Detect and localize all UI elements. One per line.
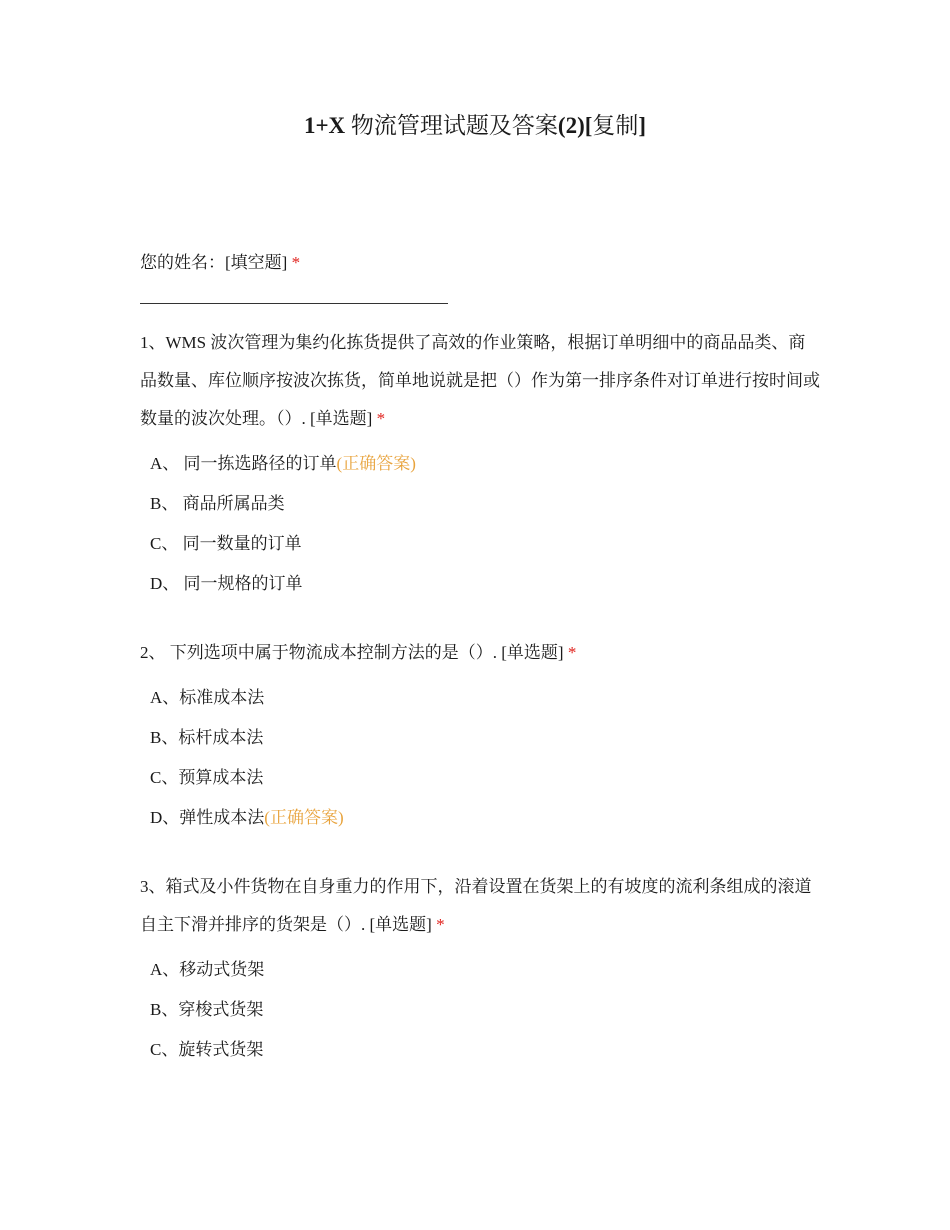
option-b[interactable] [150,718,820,758]
title-prefix: 1+X [303,113,346,138]
name-fill-line[interactable] [140,303,448,304]
title-main: 物流管理试题及答案 [345,113,558,138]
question-stem [140,868,820,944]
option-d[interactable] [150,798,820,838]
option-list [140,678,820,838]
title-copy-link[interactable]: 复制 [592,113,639,138]
option-a[interactable] [150,678,820,718]
question-stem-text: 3、箱式及小件货物在自身重力的作用下，沿着设置在货架上的有坡度的流利条组成的滚道自主下滑并排序的货架是（）. [单选题] [140,877,812,934]
name-question-label: 您的姓名： [140,253,225,272]
question-stem-text: 2、 下列选项中属于物流成本控制方法的是（）. [单选题] [140,643,564,662]
option-text: C、预算成本法 [150,768,264,787]
option-text: C、 同一数量的订单 [150,534,302,553]
questionnaire-body [140,248,820,1100]
document-title [0,110,950,142]
option-list [140,950,820,1070]
correct-answer-marker: (正确答案) [264,808,344,827]
title-suffix: (2)[ [557,113,593,138]
option-text: B、标杆成本法 [150,728,264,747]
question-stem [140,634,820,672]
option-b[interactable] [150,484,820,524]
option-c[interactable] [150,1030,820,1070]
option-a[interactable] [150,950,820,990]
required-mark: * [436,915,445,934]
question-stem-text: 1、WMS 波次管理为集约化拣货提供了高效的作业策略，根据订单明细中的商品品类、商品数量、库位顺序按波次拣货，简单地说就是把（）作为第一排序条件对订单进行按时间或数量的波次处理。（）. [单选题] [140,333,820,428]
question-2 [140,634,820,838]
correct-answer-marker: (正确答案) [336,454,416,473]
question-1 [140,324,820,604]
option-text: A、移动式货架 [150,960,265,979]
name-question [140,248,820,278]
option-text: D、弹性成本法 [150,808,265,827]
option-c[interactable] [150,524,820,564]
option-text: D、 同一规格的订单 [150,574,303,593]
question-3 [140,868,820,1070]
option-text: A、 同一拣选路径的订单 [150,454,337,473]
name-question-type: [填空题] [225,253,288,272]
option-text: B、穿梭式货架 [150,1000,264,1019]
option-text: A、标准成本法 [150,688,265,707]
option-list [140,444,820,604]
option-text: C、旋转式货架 [150,1040,264,1059]
option-a[interactable] [150,444,820,484]
title-end: ] [638,113,647,138]
option-d[interactable] [150,564,820,604]
question-stem [140,324,820,438]
option-text: B、 商品所属品类 [150,494,285,513]
option-c[interactable] [150,758,820,798]
required-mark: * [291,253,301,272]
required-mark: * [567,643,577,662]
required-mark: * [376,409,386,428]
option-b[interactable] [150,990,820,1030]
